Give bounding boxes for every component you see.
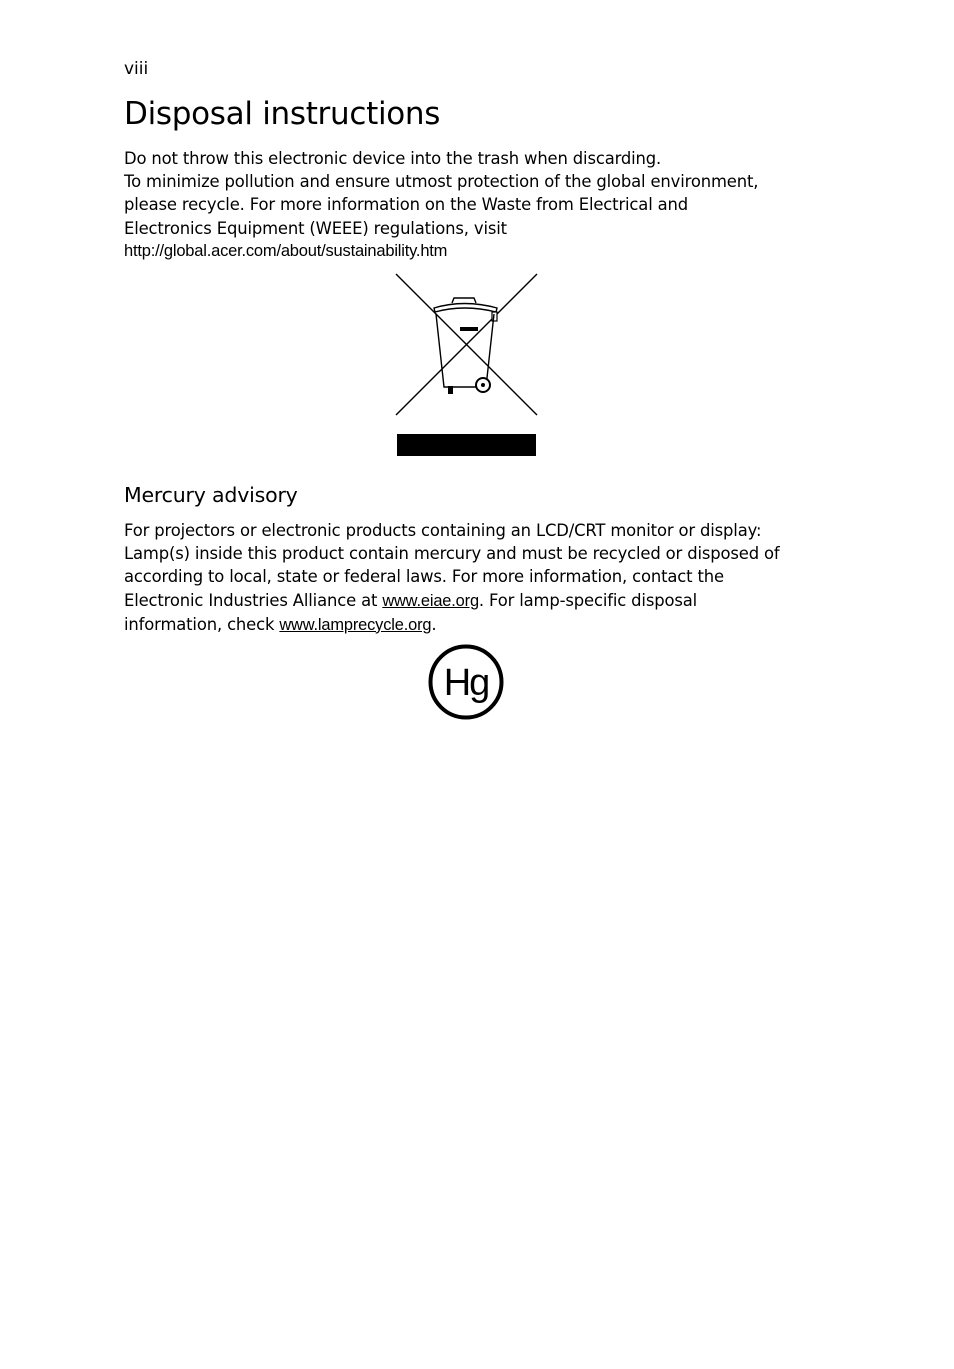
page-title: Disposal instructions — [124, 96, 441, 132]
disposal-text-line: Electronics Equipment (WEEE) regulations, visit — [124, 218, 507, 238]
disposal-paragraph — [124, 147, 824, 263]
disposal-text-line: please recycle. For more information on the Waste from Electrical and — [124, 195, 689, 215]
mercury-symbol-text: Hg — [443, 662, 489, 704]
mercury-hg-icon — [426, 643, 506, 721]
mercury-heading: Mercury advisory — [124, 483, 298, 507]
mercury-text-fragment: information, check — [124, 614, 280, 634]
lamprecycle-link[interactable]: www.lamprecycle.org — [279, 615, 432, 634]
eiae-link[interactable]: www.eiae.org — [382, 591, 479, 610]
mercury-paragraph — [124, 519, 824, 637]
mercury-text-line — [124, 589, 824, 613]
crossed-out-wheelie-bin-icon — [394, 271, 539, 459]
mercury-text-line: For projectors or electronic products containing an LCD/CRT monitor or display: — [124, 521, 762, 540]
mercury-text-fragment: Electronic Industries Alliance at — [124, 590, 383, 610]
disposal-text-line: To minimize pollution and ensure utmost protection of the global environment, — [124, 172, 759, 192]
page-number: viii — [124, 59, 149, 79]
sustainability-url[interactable]: http://global.acer.com/about/sustainability.htm — [124, 241, 448, 260]
mercury-text-line: Lamp(s) inside this product contain mercury and must be recycled or disposed of — [124, 544, 780, 564]
mercury-text-fragment: . For lamp-specific disposal — [478, 590, 698, 610]
mercury-text-line: according to local, state or federal laws. For more information, contact the — [124, 567, 724, 587]
mercury-text-line — [124, 613, 824, 637]
disposal-text-line: Do not throw this electronic device into the trash when discarding. — [124, 149, 662, 168]
mercury-text-fragment: . — [431, 614, 437, 634]
